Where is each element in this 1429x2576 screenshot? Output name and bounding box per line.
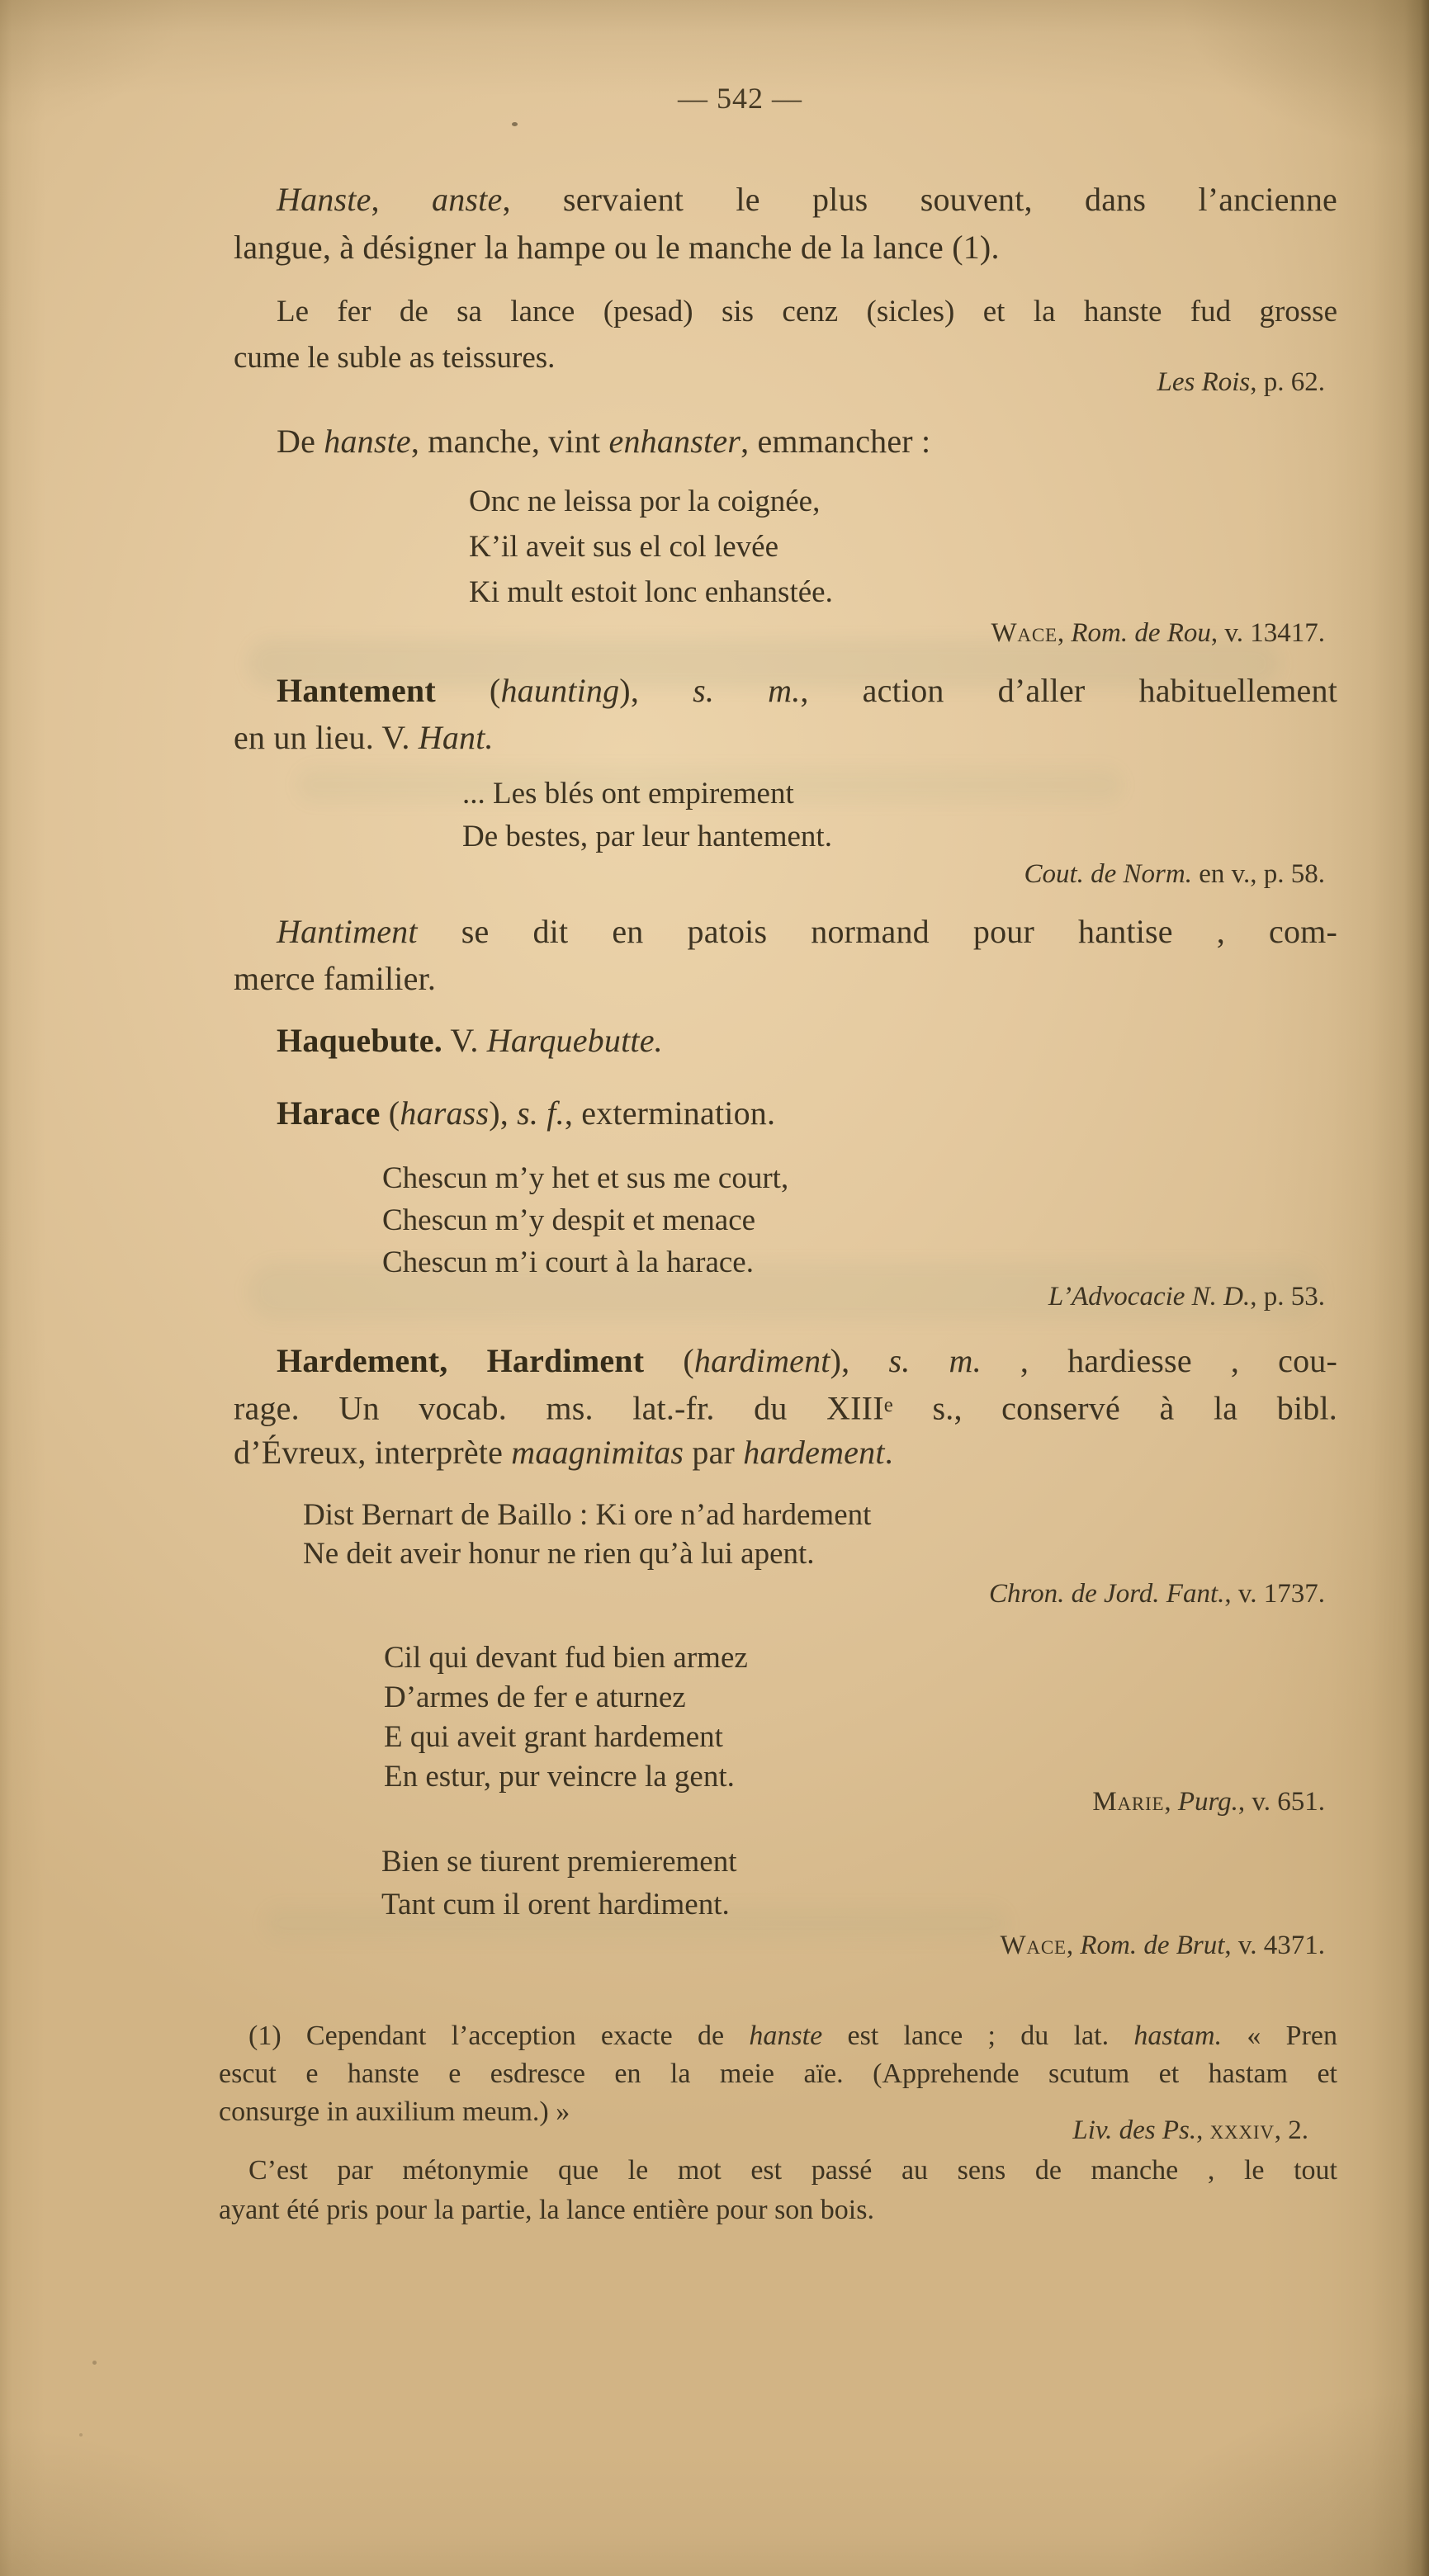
- footnote-2: C’est par métonymie que le mot est passé au sens de manche , le tout ayant été pris pour la partie, la lance entière pour son bois.: [219, 2155, 1337, 2225]
- entry-hardement: Hardement, Hardiment (hardiment), s. m. , hardiesse , cou- rage. Un vocab. ms. lat.-fr. du XIIIe s., conservé à la bibl. d’Évreux, interprète maagnimitas par hardement.: [234, 1342, 1338, 1472]
- ink-speck: [79, 2433, 83, 2437]
- ink-speck: [512, 122, 518, 126]
- citation-les-rois: Les Rois, p. 62.: [1157, 367, 1325, 397]
- citation-wace-rou: Wace, Rom. de Rou, v. 13417.: [991, 618, 1325, 648]
- entry-paragraph-de-hanste: De hanste, manche, vint enhanster, emmancher :: [277, 423, 931, 460]
- citation-liv-ps: Liv. des Ps., xxxiv, 2.: [1072, 2115, 1308, 2145]
- quotation-le-fer: Le fer de sa lance (pesad) sis cenz (sicles) et la hanste fud grosse cume le suble as teissures.: [234, 295, 1337, 375]
- verse-bien-se: Bien se tiurent premierement Tant cum il orent hardiment.: [381, 1845, 737, 1921]
- citation-wace-brut: Wace, Rom. de Brut, v. 4371.: [1000, 1931, 1325, 1960]
- verse-chescun: Chescun m’y het et sus me court, Chescun m’y despit et menace Chescun m’i court à la harace.: [382, 1161, 789, 1279]
- entry-paragraph-hanste: Hanste, anste, servaient le plus souvent, dans l’ancienne langue, à désigner la hampe ou le manche de la lance (1).: [234, 181, 1337, 266]
- citation-chron-jord: Chron. de Jord. Fant., v. 1737.: [989, 1579, 1325, 1609]
- citation-marie-purg: Marie, Purg., v. 651.: [1092, 1787, 1325, 1817]
- footnote-1: (1) Cependant l’acception exacte de hanste est lance ; du lat. hastam. « Pren escut e hanste e esdresce en la meie aïe. (Apprehende scutum et hastam et consurge in auxilium meum.) »: [219, 2021, 1337, 2127]
- entry-haquebute: Haquebute. V. Harquebutte.: [277, 1022, 663, 1059]
- page-number: — 542 —: [678, 82, 802, 115]
- verse-onc-ne-leissa: Onc ne leissa por la coignée, K’il aveit sus el col levée Ki mult estoit lonc enhanstée.: [469, 484, 833, 609]
- verse-cil-qui: Cil qui devant fud bien armez D’armes de fer e aturnez E qui aveit grant hardement En estur, pur veincre la gent.: [384, 1641, 748, 1794]
- citation-cout-norm: Cout. de Norm. en v., p. 58.: [1024, 859, 1325, 889]
- paragraph-hantiment: Hantiment se dit en patois normand pour hantise , com- merce familier.: [234, 913, 1337, 997]
- entry-harace: Harace (harass), s. f., extermination.: [277, 1094, 776, 1132]
- verse-les-bles: ... Les blés ont empirement De bestes, par leur hantement.: [462, 777, 832, 853]
- citation-advocacie: L’Advocacie N. D., p. 53.: [1048, 1282, 1325, 1312]
- entry-hantement: Hantement (haunting), s. m., action d’aller habituellement en un lieu. V. Hant.: [234, 672, 1338, 756]
- verse-dist-bernart: Dist Bernart de Baillo : Ki ore n’ad hardement Ne deit aveir honur ne rien qu’à lui apent.: [303, 1498, 872, 1571]
- ink-speck: [92, 2361, 97, 2365]
